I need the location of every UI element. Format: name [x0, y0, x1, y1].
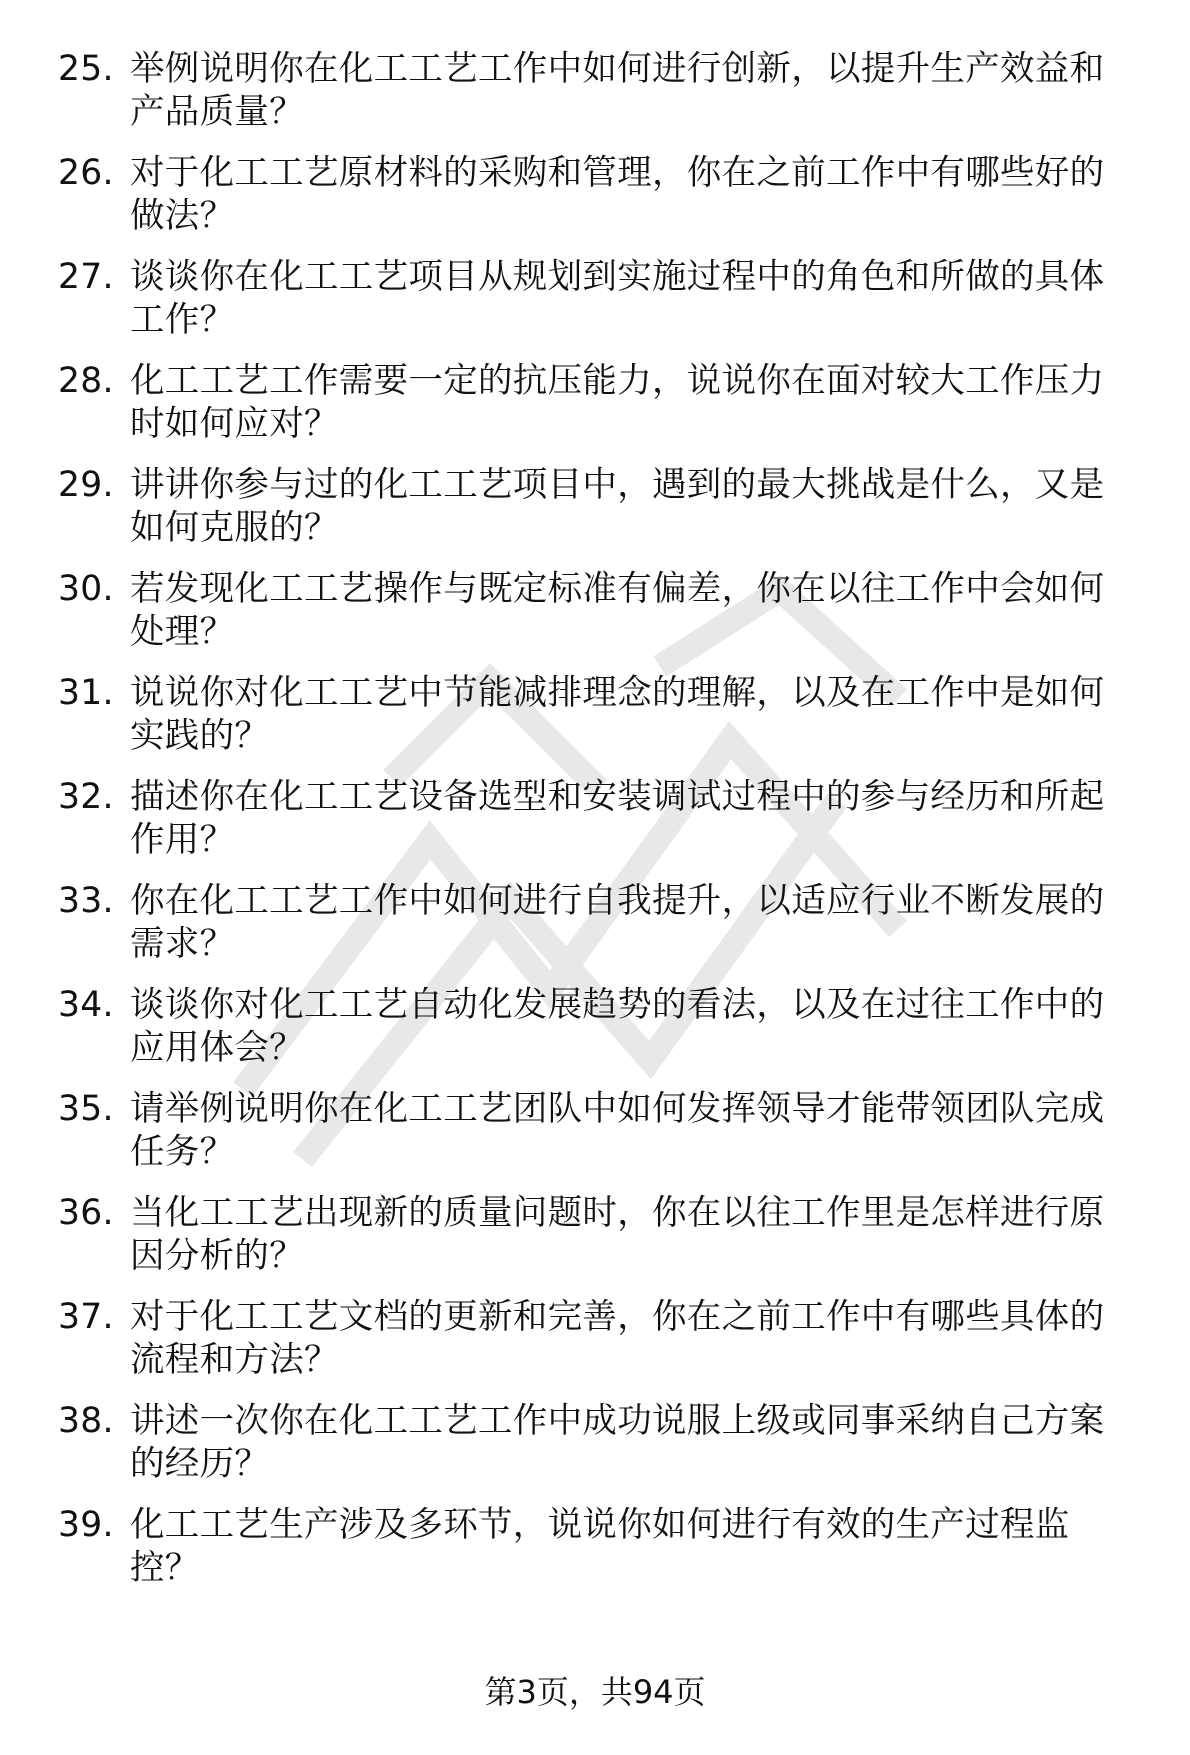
- list-item: [58, 672, 1138, 758]
- list-item: [58, 360, 1138, 446]
- list-item: [58, 1296, 1138, 1382]
- question-number: 32.: [58, 777, 114, 817]
- list-item: [58, 1088, 1138, 1174]
- question-number: 28.: [58, 361, 114, 401]
- question-number: 38.: [58, 1401, 114, 1441]
- question-number: 30.: [58, 569, 114, 609]
- question-text: 描述你在化工工艺设备选型和安装调试过程中的参与经历和所起作用？: [130, 777, 1105, 860]
- question-text: 谈谈你在化工工艺项目从规划到实施过程中的角色和所做的具体工作？: [130, 257, 1105, 340]
- question-text: 谈谈你对化工工艺自动化发展趋势的看法，以及在过往工作中的应用体会？: [130, 985, 1105, 1068]
- list-item: [58, 1192, 1138, 1278]
- question-number: 26.: [58, 153, 114, 193]
- question-number: 31.: [58, 673, 114, 713]
- question-number: 37.: [58, 1297, 114, 1337]
- list-item: [58, 1400, 1138, 1486]
- list-item: [58, 568, 1138, 654]
- question-text: 若发现化工工艺操作与既定标准有偏差，你在以往工作中会如何处理？: [130, 569, 1105, 652]
- question-number: 34.: [58, 985, 114, 1025]
- question-text: 当化工工艺出现新的质量问题时，你在以往工作里是怎样进行原因分析的？: [130, 1193, 1105, 1276]
- list-item: [58, 48, 1138, 134]
- question-number: 27.: [58, 257, 114, 297]
- question-text: 化工工艺生产涉及多环节，说说你如何进行有效的生产过程监控？: [130, 1505, 1070, 1588]
- list-item: [58, 256, 1138, 342]
- question-list: [58, 48, 1138, 1608]
- question-text: 说说你对化工工艺中节能减排理念的理解，以及在工作中是如何实践的？: [130, 673, 1105, 756]
- question-text: 讲讲你参与过的化工工艺项目中，遇到的最大挑战是什么，又是如何克服的？: [130, 465, 1105, 548]
- list-item: [58, 776, 1138, 862]
- list-item: [58, 880, 1138, 966]
- question-number: 36.: [58, 1193, 114, 1233]
- question-number: 25.: [58, 49, 114, 89]
- question-text: 举例说明你在化工工艺工作中如何进行创新，以提升生产效益和产品质量？: [130, 49, 1105, 132]
- page-number: 第3页，共94页: [484, 1673, 706, 1711]
- question-text: 讲述一次你在化工工艺工作中成功说服上级或同事采纳自己方案的经历？: [130, 1401, 1105, 1484]
- list-item: [58, 152, 1138, 238]
- question-text: 对于化工工艺原材料的采购和管理，你在之前工作中有哪些好的做法？: [130, 153, 1105, 236]
- question-text: 化工工艺工作需要一定的抗压能力，说说你在面对较大工作压力时如何应对？: [130, 361, 1105, 444]
- question-number: 35.: [58, 1089, 114, 1129]
- question-text: 对于化工工艺文档的更新和完善，你在之前工作中有哪些具体的流程和方法？: [130, 1297, 1105, 1380]
- question-number: 39.: [58, 1505, 114, 1545]
- question-number: 29.: [58, 465, 114, 505]
- list-item: [58, 984, 1138, 1070]
- question-number: 33.: [58, 881, 114, 921]
- question-text: 请举例说明你在化工工艺团队中如何发挥领导才能带领团队完成任务？: [130, 1089, 1105, 1172]
- list-item: [58, 464, 1138, 550]
- list-item: [58, 1504, 1138, 1590]
- question-text: 你在化工工艺工作中如何进行自我提升，以适应行业不断发展的需求？: [130, 881, 1105, 964]
